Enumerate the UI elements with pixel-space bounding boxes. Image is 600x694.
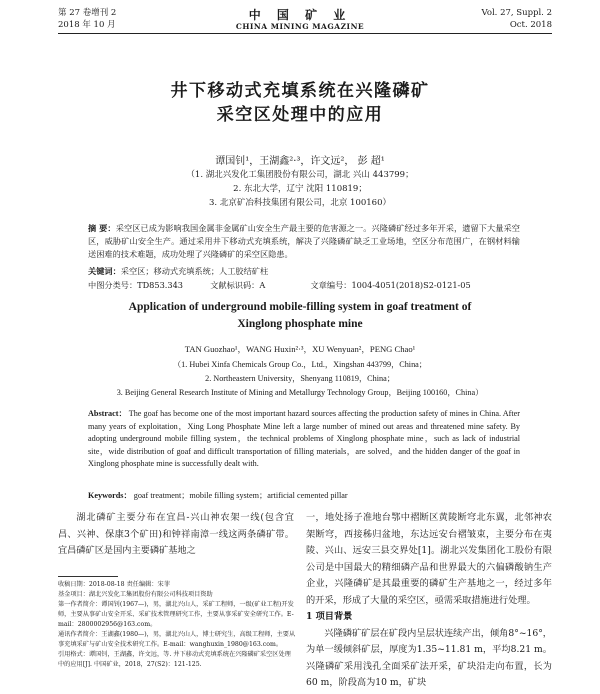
clc-number: 中图分类号：TD853.343 (88, 280, 184, 290)
affiliation-en-3: 3. Beijing General Research Institute of Mining and Metallurgy Technology Group，Beijing 100160，China） (116, 388, 484, 397)
footnotes (58, 580, 296, 670)
keywords-cn (88, 266, 268, 277)
header-date-en: Oct. 2018 (509, 20, 552, 30)
footnote-first-author: 第一作者简介：谭国钊(1967—)，男，湖北兴山人，采矿工程师，一级(矿业工程)开发师，主要从事矿山安全开采、采矿技术管理研究工作，主要从事采矿安全研究工作。E-mail：2800002956@163.com。 (58, 601, 294, 628)
header-journal-cn: 中 国 矿 业 (248, 8, 352, 22)
body-right-paragraph-2: 兴隆磷矿矿层在矿段内呈层状连续产出，倾角8°~16°，为单一缓倾斜矿层，厚度为1.35~11.81 m，平均8.21 m。兴隆磷矿采用浅孔全面采矿法开采，矿块沿走向布置，长为60 m，阶段高为10 m，矿块 (306, 627, 552, 688)
title-en-line2: Xinglong phosphate mine (237, 318, 363, 330)
body-right-paragraph-1: 一，地处扬子准地台鄂中褶断区黄陵断穹北东翼，北邻神农架断穹，西接秭归盆地，东达远安台褶皱束，主要分布在夷陵、兴山、远安三县交界处[1]。湖北兴发集团化工股份有限公司是中国最大的精细磷产品和世界最大的六偏磷酸钠生产企业，兴隆磷矿是其最重要的磷矿生产基地之一，经过多年的开采，形成了大量的采空区，亟需采取措施进行处理。 (306, 512, 552, 606)
footnote-citation: 引用格式：谭国钊，王湖鑫，许文远，等. 井下移动式充填系统在兴隆磷矿采空区处理中的应用[J]. 中国矿业，2018，27(S2)：121-125. (58, 651, 291, 668)
affiliation-cn-1: （1. 湖北兴发化工集团股份有限公司，湖北 兴山 443799； (186, 170, 414, 180)
keywords-cn-label: 关键词： (88, 266, 121, 276)
affiliation-cn-2: 2. 东北大学，辽宁 沈阳 110819； (233, 184, 367, 194)
footnote-corresponding-author: 通讯作者简介：王湖鑫(1980—)，男，湖北兴山人，博士研究生，高级工程师，主要从事充填采矿与矿山安全技术研究工作。E-mail：wanghuxin_1980@163.com。 (58, 631, 296, 648)
affiliation-en-1: （1. Hubei Xinfa Chemicals Group Co.，Ltd.，Xingshan 443799，China； (172, 360, 427, 369)
abstract-en (88, 408, 520, 471)
title-cn-line1: 井下移动式充填系统在兴隆磷矿 (170, 81, 430, 101)
keywords-en (88, 490, 348, 501)
header-journal-en: CHINA MINING MAGAZINE (235, 22, 365, 31)
title-en-line1: Application of underground mobile-filling system in goaf treatment of (128, 301, 472, 313)
header-rule (58, 33, 552, 34)
body-left-paragraph: 湖北磷矿主要分布在宜昌-兴山神农架一线(包含宜昌、兴神、保康3个矿田)和钟祥南漳一线这两条磷矿带。宜昌磷矿区是国内主要磷矿基地之 (58, 512, 294, 556)
header-date-cn: 2018 年 10 月 (58, 20, 116, 30)
title-cn-line2: 采空区处理中的应用 (216, 105, 384, 125)
doc-code: 文献标识码：A (210, 280, 266, 290)
footnote-rule (58, 576, 118, 577)
authors-cn: 谭国钊¹，王湖鑫²·³，许文远²， 彭 超¹ (215, 156, 385, 167)
authors-en: TAN Guozhao¹，WANG Huxin²·³，XU Wenyuan²，PENG Chao¹ (184, 344, 416, 354)
header-volume-en: Vol. 27, Suppl. 2 (481, 8, 552, 18)
classification-cn (88, 280, 520, 291)
article-number: 文章编号：1004-4051(2018)S2-0121-05 (310, 280, 471, 290)
abstract-cn (88, 222, 520, 261)
section-heading-background: 1 项目背景 (306, 611, 353, 622)
footnote-fund: 基金项目：湖北兴发化工集团股份有限公司科技项目资助 (58, 591, 213, 598)
abstract-en-label: Abstract： (88, 409, 127, 418)
body-left-column (58, 510, 294, 560)
keywords-cn-text: 采空区；移动式充填系统；人工胶结矿柱 (120, 266, 269, 276)
header-volume-cn: 第 27 卷增刊 2 (58, 8, 117, 18)
abstract-cn-label: 摘 要： (88, 223, 116, 233)
footnote-received: 收稿日期：2018-08-18 责任编辑：宋菲 (58, 581, 170, 588)
body-right-column (306, 510, 552, 692)
keywords-en-text: goaf treatment；mobile filling system；artificial cemented pillar (133, 491, 348, 500)
abstract-en-text: The goaf has become one of the most important hazard sources affecting the production safety of mines in China. After many years of exploitation，Xing Long Phosphate Mine left a large number of mined out areas and threatened mine safety. By adopting underground mobile filling system，the technical problems of Xinglong phosphate mine，such as lack of industrial site，wide distribution of goaf and difficult transportation of filling materials，are solved，and the hidden danger of the goaf in Xinglong phosphate mine is successfully dealt with. (88, 409, 521, 468)
abstract-cn-text: 采空区已成为影响我国金属非金属矿山安全生产最主要的危害源之一。兴隆磷矿经过多年开采，遗留下大量采空区，威胁矿山安全生产。通过采用井下移动式充填系统，解决了兴隆磷矿缺乏工业场地，空区分布范围广，在钢材料输送困难的技术难题，成功处理了兴隆磷矿的采空区隐患。 (88, 223, 520, 259)
keywords-en-label: Keywords： (88, 491, 132, 500)
affiliation-en-2: 2. Northeastern University，Shenyang 110819，China； (205, 374, 395, 383)
affiliation-cn-3: 3. 北京矿冶科技集团有限公司，北京 100160） (209, 198, 391, 208)
